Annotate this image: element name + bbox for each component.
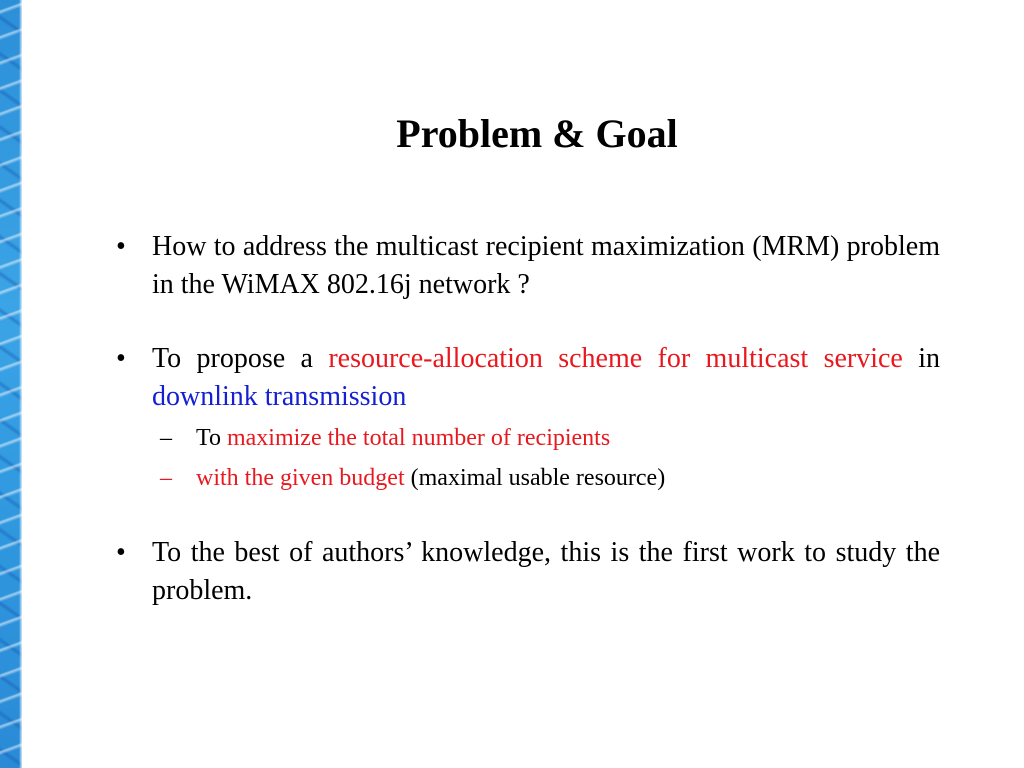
emphasis-blue-text: downlink transmission xyxy=(152,381,407,412)
bullet-dot-icon: • xyxy=(116,537,126,568)
bullet-dot-icon: • xyxy=(116,343,126,374)
bullet-text: How to address the multicast recipient maximization (MRM) problem in the WiMAX 802.16j network ? xyxy=(152,231,940,300)
bullet-text-part: in xyxy=(902,343,940,374)
sub-text-part: To xyxy=(196,425,227,451)
sub-item-budget xyxy=(110,462,940,494)
sub-item-maximize xyxy=(110,422,940,454)
bullet-text: To the best of authors’ knowledge, this is the first work to study the problem. xyxy=(152,537,940,606)
emphasis-red-text: maximize the total number of recipients xyxy=(226,425,611,451)
bullet-list xyxy=(110,228,940,610)
emphasis-red-text: resource-allocation scheme for multicast service xyxy=(328,343,903,374)
dash-icon: – xyxy=(160,465,172,491)
dash-icon: – xyxy=(160,425,172,451)
emphasis-red-text: with the given budget xyxy=(196,465,405,491)
bullet-dot-icon: • xyxy=(116,231,126,262)
sub-text-part: (maximal usable resource) xyxy=(404,465,666,491)
bullet-item-first-work xyxy=(110,534,940,610)
bullet-item-proposal xyxy=(110,340,940,416)
bullet-item-mrm-problem xyxy=(110,228,940,304)
slide-title: Problem & Goal xyxy=(396,111,678,156)
bullet-text-part: To propose a xyxy=(152,343,329,374)
